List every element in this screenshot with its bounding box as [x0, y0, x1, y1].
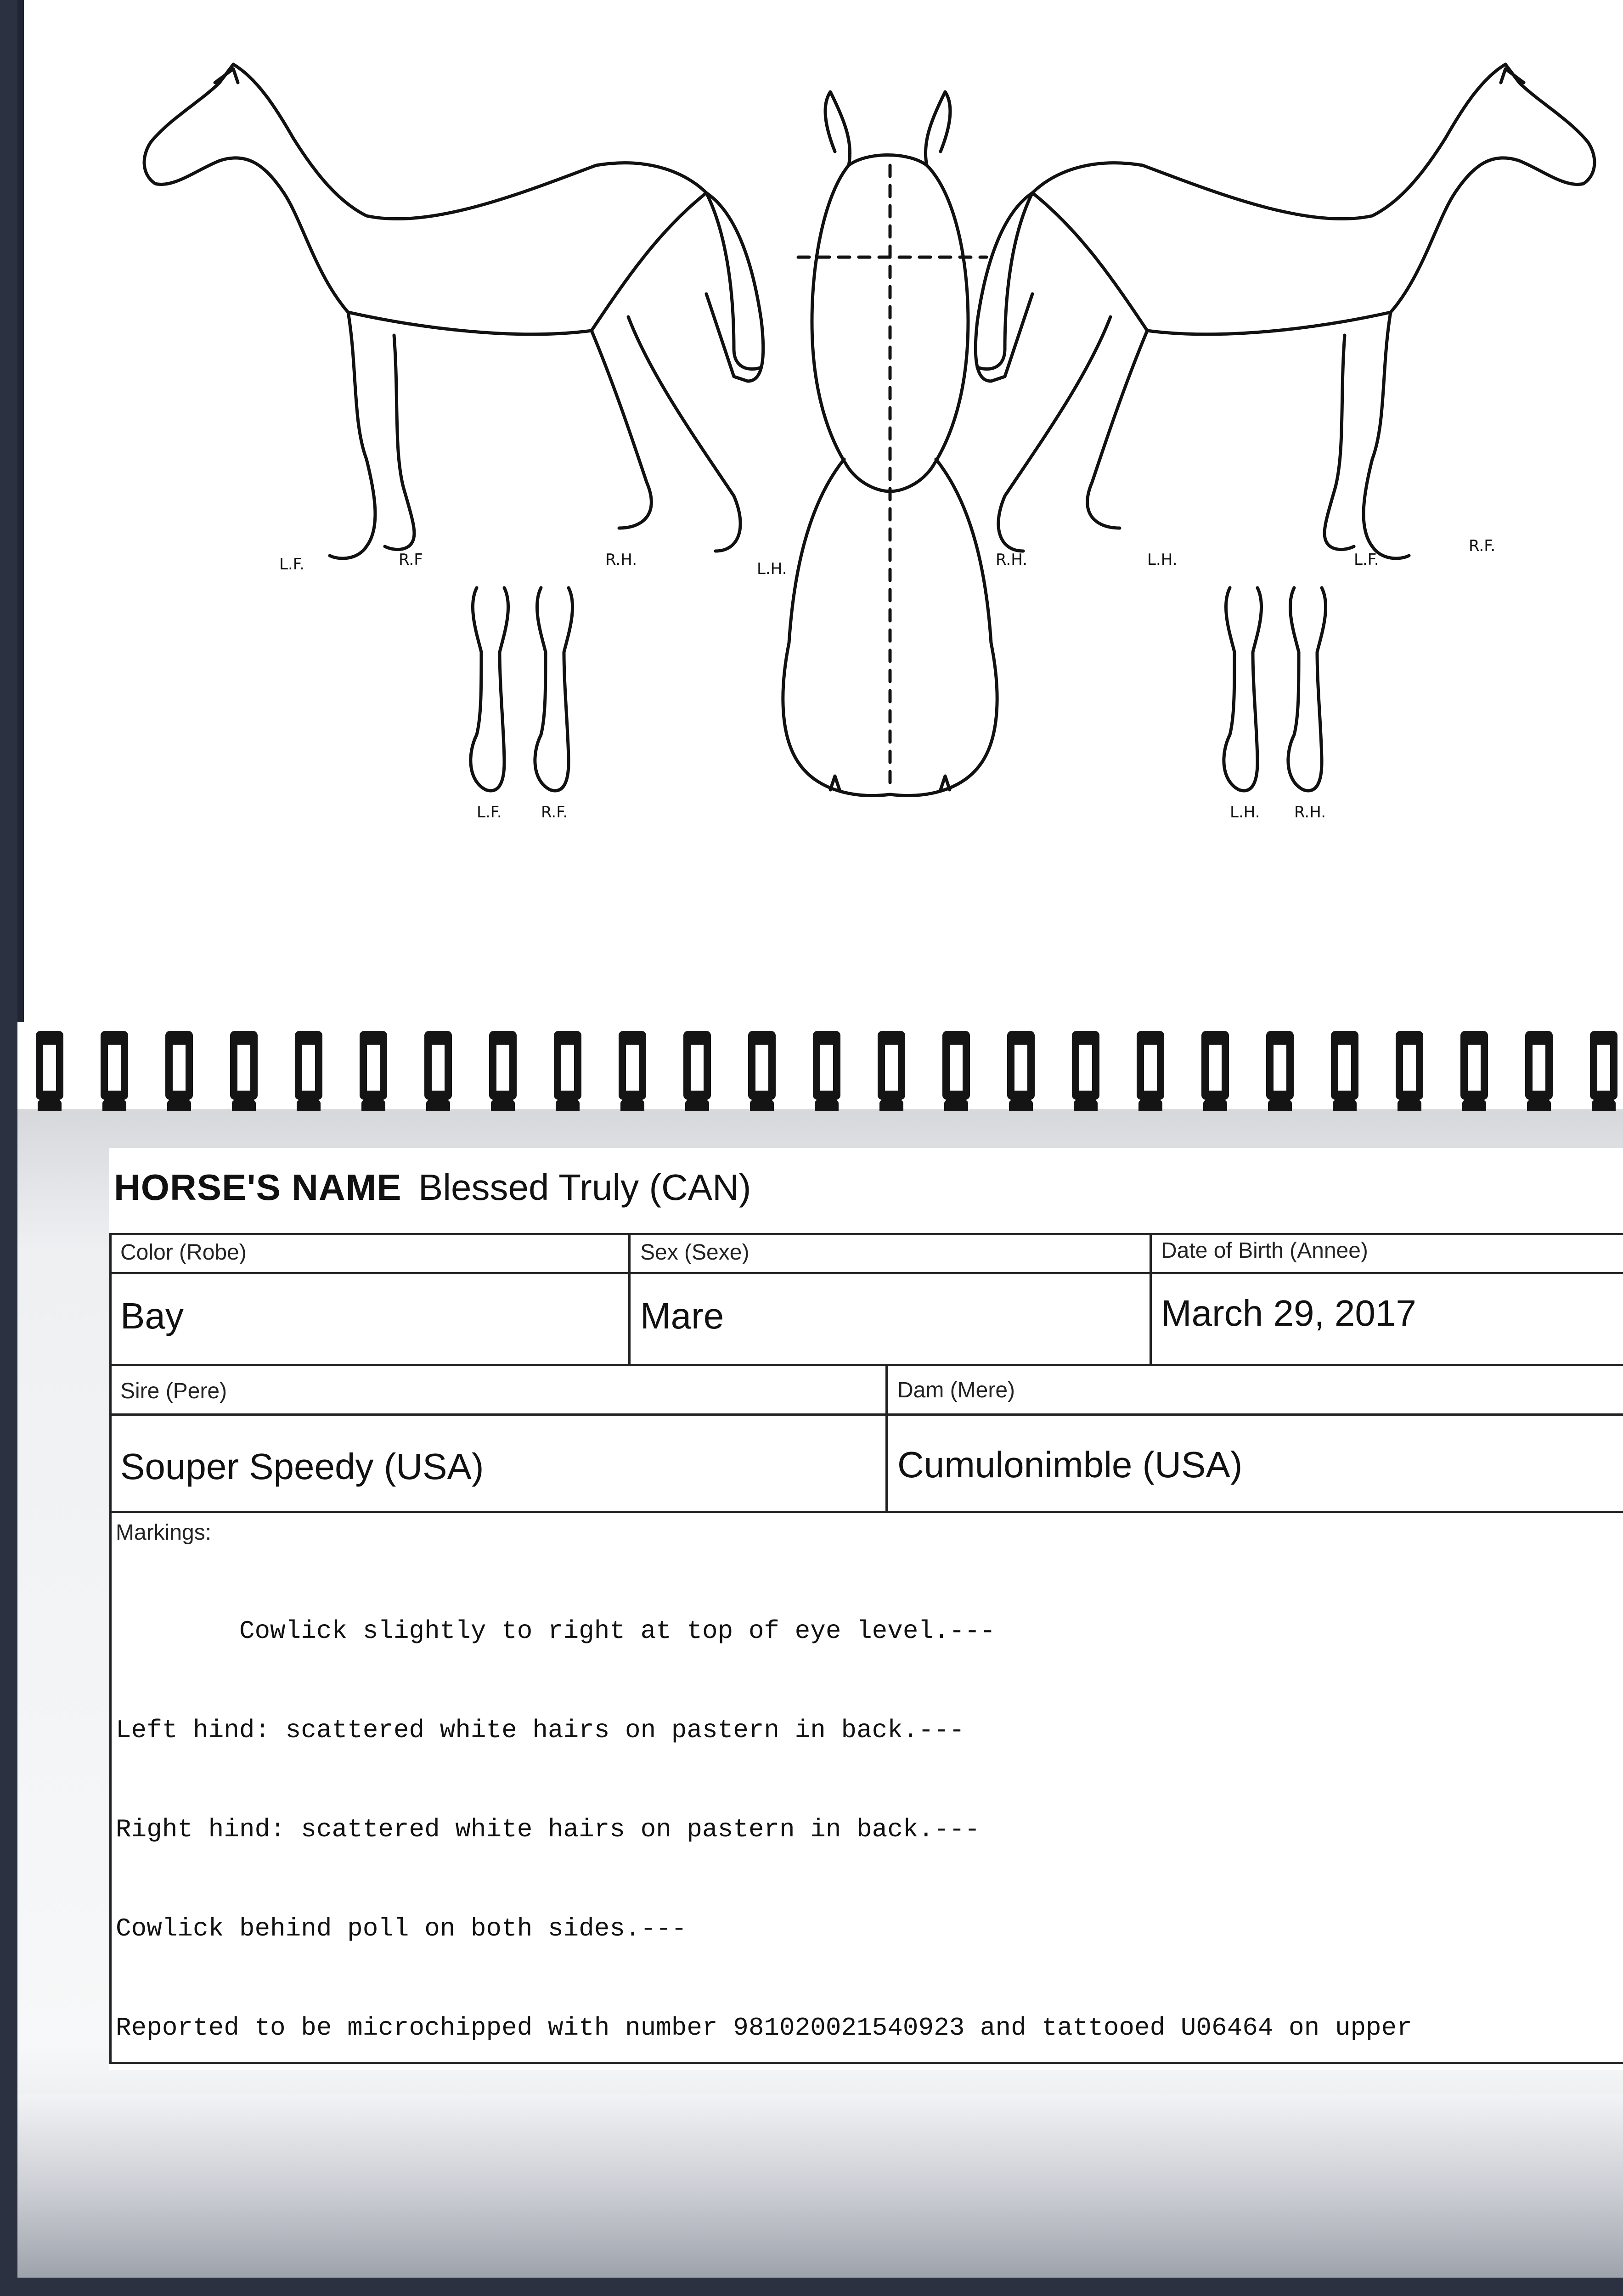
sire-value: Souper Speedy (USA) [120, 1446, 484, 1487]
hind-legs-lh-label: L.H. [1230, 803, 1260, 822]
dam-label: Dam (Mere) [897, 1378, 1015, 1402]
left-view-rf-label: R.F [399, 551, 423, 569]
right-view-rf-label: R.F. [1469, 537, 1496, 555]
head-front-outline [783, 92, 997, 795]
identification-page [17, 0, 1623, 2278]
sex-label: Sex (Sexe) [640, 1240, 750, 1265]
horse-name-row [114, 1166, 751, 1209]
right-side-horse-outline [975, 64, 1595, 558]
rule-left-border [109, 1233, 112, 2064]
front-legs-lf-label: L.F. [477, 803, 502, 822]
rule-col-2 [1150, 1233, 1152, 1366]
dob-value: March 29, 2017 [1161, 1293, 1416, 1334]
rule-col-1 [628, 1233, 631, 1366]
left-view-lf-label: L.F. [279, 555, 304, 574]
rule-top [109, 1233, 1623, 1235]
right-view-lf-label: L.F. [1354, 551, 1379, 569]
front-legs-outline [471, 588, 573, 791]
sire-label: Sire (Pere) [120, 1379, 227, 1403]
sex-value: Mare [640, 1295, 724, 1336]
dam-value: Cumulonimble (USA) [897, 1444, 1243, 1485]
right-view-rh-label: R.H. [996, 551, 1027, 569]
rule-row2-bottom [109, 1511, 1623, 1513]
front-legs-rf-label: R.F. [541, 803, 568, 822]
color-value: Bay [120, 1295, 184, 1336]
rule-row1-label [109, 1272, 1623, 1274]
markings-line: Reported to be microchipped with number 981020021540923 and tattooed U06464 on upper [116, 2013, 1412, 2043]
dob-label: Date of Birth (Annee) [1161, 1238, 1368, 1263]
horse-markings-diagram [17, 0, 1623, 1010]
rule-row2-label [109, 1413, 1623, 1416]
horse-name-value: Blessed Truly (CAN) [418, 1167, 751, 1208]
markings-line: Cowlick behind poll on both sides.--- [116, 1914, 687, 1943]
left-view-lh-label: L.H. [757, 560, 787, 578]
left-view-rh-label: R.H. [605, 551, 637, 569]
markings-line: Left hind: scattered white hairs on pastern in back.--- [116, 1716, 965, 1745]
markings-line: Right hind: scattered white hairs on pastern in back.--- [116, 1815, 980, 1844]
hind-legs-outline [1224, 588, 1326, 791]
binder-cover-edge [17, 2094, 1623, 2278]
rule-row1-bottom [109, 1364, 1623, 1366]
right-view-lh-label: L.H. [1147, 551, 1178, 569]
markings-label: Markings: [116, 1520, 212, 1545]
hind-legs-rh-label: R.H. [1294, 803, 1326, 822]
horse-name-label: HORSE'S NAME [114, 1167, 402, 1208]
registration-form [109, 1148, 1623, 2070]
markings-line: Cowlick slightly to right at top of eye level.--- [116, 1616, 996, 1646]
left-side-horse-outline [144, 64, 763, 558]
color-label: Color (Robe) [120, 1240, 247, 1265]
rule-col-3 [885, 1364, 888, 1513]
